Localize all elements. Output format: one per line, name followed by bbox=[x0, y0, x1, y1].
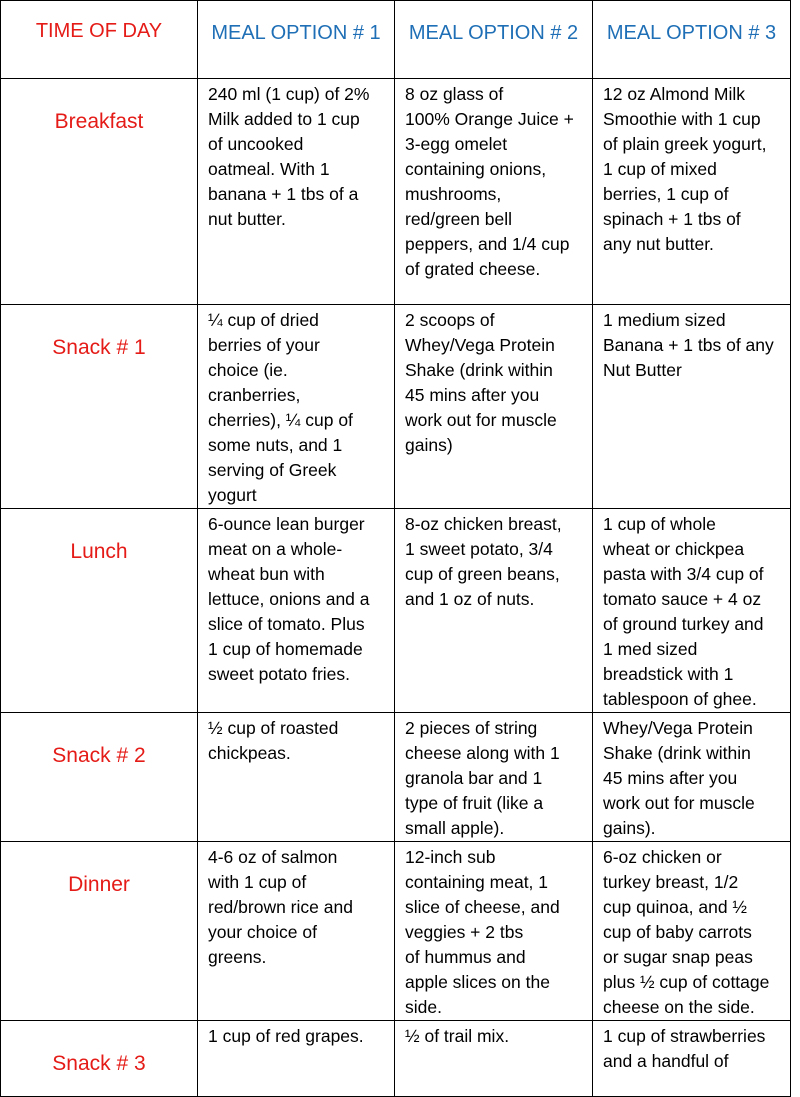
meal-text-line: wheat bun with bbox=[208, 564, 325, 584]
meal-text-line: of grated cheese. bbox=[405, 259, 541, 279]
meal-text-line: turkey breast, 1/2 bbox=[603, 872, 739, 892]
time-of-day-cell: Lunch bbox=[1, 509, 198, 713]
meal-text-line: 6-ounce lean burger bbox=[208, 514, 365, 534]
meal-text-line: oatmeal. With 1 bbox=[208, 159, 330, 179]
meal-option-1-cell bbox=[198, 305, 395, 509]
meal-text-line: greens. bbox=[208, 947, 267, 967]
meal-text-line: of plain greek yogurt, bbox=[603, 134, 767, 154]
meal-option-2-cell bbox=[395, 305, 593, 509]
meal-option-1-cell bbox=[198, 842, 395, 1021]
meal-text-line: of hummus and bbox=[405, 947, 526, 967]
meal-text-line: chickpeas. bbox=[208, 743, 291, 763]
table-row bbox=[1, 79, 791, 305]
meal-text-line: work out for muscle bbox=[405, 410, 557, 430]
meal-text-line: cheese on the side. bbox=[603, 997, 755, 1017]
meal-text-line: Shake (drink within bbox=[405, 360, 553, 380]
meal-text-line: 12-inch sub bbox=[405, 847, 496, 867]
meal-text-line: 100% Orange Juice + bbox=[405, 109, 574, 129]
time-of-day-cell: Dinner bbox=[1, 842, 198, 1021]
meal-option-2-cell bbox=[395, 1021, 593, 1097]
meal-text-line: cup of green beans, bbox=[405, 564, 560, 584]
meal-text-line: wheat or chickpea bbox=[603, 539, 745, 559]
meal-text-line: containing onions, bbox=[405, 159, 547, 179]
header-meal-option-3: MEAL OPTION # 3 bbox=[593, 1, 791, 79]
meal-text-line: nut butter. bbox=[208, 209, 286, 229]
meal-option-1-cell bbox=[198, 79, 395, 305]
header-meal-option-1: MEAL OPTION # 1 bbox=[198, 1, 395, 79]
meal-option-3-cell bbox=[593, 305, 791, 509]
meal-text-line: 1 medium sized bbox=[603, 310, 726, 330]
meal-text-line: Whey/Vega Protein bbox=[405, 335, 555, 355]
meal-text-line: pasta with 3/4 cup of bbox=[603, 564, 764, 584]
meal-text-line: 1 cup of whole bbox=[603, 514, 716, 534]
meal-option-1-cell bbox=[198, 713, 395, 842]
meal-text-line: Whey/Vega Protein bbox=[603, 718, 753, 738]
meal-text-line: apple slices on the bbox=[405, 972, 550, 992]
meal-text-line: cheese along with 1 bbox=[405, 743, 560, 763]
table-row bbox=[1, 713, 791, 842]
meal-text-line: slice of cheese, and bbox=[405, 897, 560, 917]
meal-text-line: plus ½ cup of cottage bbox=[603, 972, 770, 992]
meal-text-line: tablespoon of ghee. bbox=[603, 689, 757, 709]
meal-text-line: Milk added to 1 cup bbox=[208, 109, 360, 129]
table-row bbox=[1, 842, 791, 1021]
meal-text-line: Nut Butter bbox=[603, 360, 682, 380]
meal-text-line: gains). bbox=[603, 818, 656, 838]
meal-option-2-cell bbox=[395, 842, 593, 1021]
meal-text-line: work out for muscle bbox=[603, 793, 755, 813]
meal-text-line: serving of Greek bbox=[208, 460, 337, 480]
meal-text-line: sweet potato fries. bbox=[208, 664, 351, 684]
time-of-day-cell: Breakfast bbox=[1, 79, 198, 305]
meal-text-line: side. bbox=[405, 997, 442, 1017]
meal-option-2-cell bbox=[395, 713, 593, 842]
meal-text-line: breadstick with 1 bbox=[603, 664, 734, 684]
meal-text-line: 8 oz glass of bbox=[405, 84, 504, 104]
meal-text-line: lettuce, onions and a bbox=[208, 589, 370, 609]
meal-option-2-cell bbox=[395, 79, 593, 305]
meal-text-line: 1 cup of mixed bbox=[603, 159, 717, 179]
meal-option-2-cell bbox=[395, 509, 593, 713]
meal-text-line: some nuts, and 1 bbox=[208, 435, 343, 455]
meal-text-line: ½ cup of roasted bbox=[208, 718, 339, 738]
meal-text-line: small apple). bbox=[405, 818, 505, 838]
meal-text-line: Smoothie with 1 cup bbox=[603, 109, 761, 129]
meal-text-line: 3-egg omelet bbox=[405, 134, 508, 154]
meal-option-1-cell bbox=[198, 1021, 395, 1097]
meal-text-line: or sugar snap peas bbox=[603, 947, 753, 967]
meal-text-line: any nut butter. bbox=[603, 234, 714, 254]
meal-text-line: cranberries, bbox=[208, 385, 301, 405]
meal-text-line: with 1 cup of bbox=[208, 872, 307, 892]
time-of-day-cell: Snack # 2 bbox=[1, 713, 198, 842]
meal-text-line: ¼ cup of dried bbox=[208, 310, 319, 330]
meal-option-3-cell bbox=[593, 79, 791, 305]
meal-text-line: yogurt bbox=[208, 485, 257, 505]
table-body bbox=[1, 79, 791, 1097]
meal-text-line: Shake (drink within bbox=[603, 743, 751, 763]
meal-text-line: red/brown rice and bbox=[208, 897, 353, 917]
meal-text-line: and 1 oz of nuts. bbox=[405, 589, 535, 609]
meal-text-line: of ground turkey and bbox=[603, 614, 764, 634]
meal-text-line: 1 cup of homemade bbox=[208, 639, 363, 659]
time-of-day-cell: Snack # 1 bbox=[1, 305, 198, 509]
meal-text-line: 12 oz Almond Milk bbox=[603, 84, 746, 104]
meal-text-line: choice (ie. bbox=[208, 360, 288, 380]
meal-text-line: 1 cup of red grapes. bbox=[208, 1026, 364, 1046]
header-time-of-day: TIME OF DAY bbox=[1, 1, 198, 79]
meal-text-line: slice of tomato. Plus bbox=[208, 614, 365, 634]
meal-text-line: containing meat, 1 bbox=[405, 872, 549, 892]
header-row bbox=[1, 1, 791, 79]
meal-option-3-cell bbox=[593, 509, 791, 713]
meal-text-line: Banana + 1 tbs of any bbox=[603, 335, 774, 355]
meal-text-line: your choice of bbox=[208, 922, 317, 942]
meal-text-line: gains) bbox=[405, 435, 453, 455]
meal-text-line: red/green bell bbox=[405, 209, 513, 229]
meal-text-line: 45 mins after you bbox=[603, 768, 738, 788]
meal-text-line: of uncooked bbox=[208, 134, 304, 154]
meal-text-line: banana + 1 tbs of a bbox=[208, 184, 359, 204]
meal-text-line: cherries), ¼ cup of bbox=[208, 410, 353, 430]
time-of-day-cell: Snack # 3 bbox=[1, 1021, 198, 1097]
meal-text-line: mushrooms, bbox=[405, 184, 502, 204]
meal-text-line: 1 med sized bbox=[603, 639, 698, 659]
table-row bbox=[1, 1021, 791, 1097]
meal-text-line: tomato sauce + 4 oz bbox=[603, 589, 762, 609]
meal-text-line: peppers, and 1/4 cup bbox=[405, 234, 570, 254]
meal-text-line: spinach + 1 tbs of bbox=[603, 209, 741, 229]
meal-text-line: 8-oz chicken breast, bbox=[405, 514, 562, 534]
meal-text-line: 240 ml (1 cup) of 2% bbox=[208, 84, 370, 104]
meal-option-3-cell bbox=[593, 842, 791, 1021]
meal-text-line: 6-oz chicken or bbox=[603, 847, 722, 867]
meal-text-line: cup of baby carrots bbox=[603, 922, 752, 942]
meal-text-line: granola bar and 1 bbox=[405, 768, 543, 788]
meal-text-line: berries, 1 cup of bbox=[603, 184, 729, 204]
meal-text-line: type of fruit (like a bbox=[405, 793, 544, 813]
meal-option-3-cell bbox=[593, 1021, 791, 1097]
header-meal-option-2: MEAL OPTION # 2 bbox=[395, 1, 593, 79]
table-row bbox=[1, 509, 791, 713]
meal-text-line: cup quinoa, and ½ bbox=[603, 897, 748, 917]
meal-text-line: berries of your bbox=[208, 335, 320, 355]
meal-text-line: meat on a whole- bbox=[208, 539, 343, 559]
meal-text-line: 45 mins after you bbox=[405, 385, 540, 405]
meal-text-line: 4-6 oz of salmon bbox=[208, 847, 338, 867]
meal-text-line: and a handful of bbox=[603, 1051, 729, 1071]
meal-text-line: 2 scoops of bbox=[405, 310, 495, 330]
meal-option-1-cell bbox=[198, 509, 395, 713]
meal-text-line: 1 sweet potato, 3/4 bbox=[405, 539, 553, 559]
meal-text-line: 1 cup of strawberries bbox=[603, 1026, 766, 1046]
meal-option-3-cell bbox=[593, 713, 791, 842]
table-row bbox=[1, 305, 791, 509]
meal-text-line: ½ of trail mix. bbox=[405, 1026, 510, 1046]
meal-text-line: 2 pieces of string bbox=[405, 718, 538, 738]
meal-text-line: veggies + 2 tbs bbox=[405, 922, 524, 942]
